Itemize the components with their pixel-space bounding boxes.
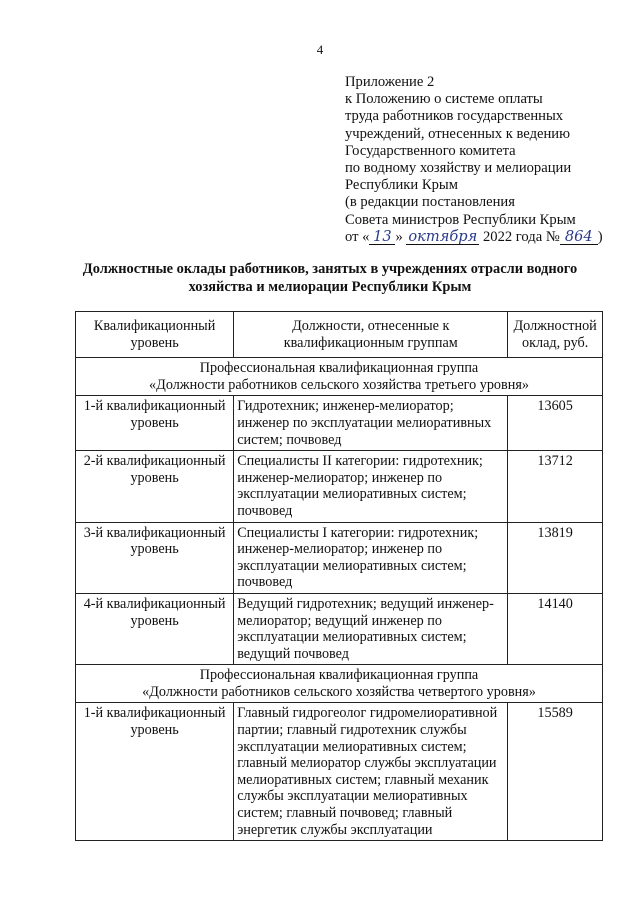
page-number: 4 [316, 42, 324, 57]
decree-mid: » [395, 228, 403, 245]
header-positions: Должности, отнесенные к квалификационным группам [234, 312, 508, 358]
group-title [76, 358, 603, 396]
group-title [76, 665, 603, 703]
title-line: хозяйства и мелиорации Республики Крым [188, 279, 472, 295]
appendix-line: Приложение 2 [345, 74, 435, 90]
level-cell: 1-й квалификационный уровень [76, 703, 234, 841]
decree-prefix: от « [345, 228, 370, 245]
level-cell: 2-й квалификационный уровень [76, 451, 234, 522]
group-title-line: Профессиональная квалификационная группа [199, 667, 479, 684]
salary-cell: 13712 [508, 451, 603, 522]
salary-cell: 14140 [508, 593, 603, 664]
table-row [76, 451, 603, 522]
salary-cell: 13605 [508, 396, 603, 451]
positions-cell: Специалисты II категории: гидротехник; инженер-мелиоратор; инженер по эксплуатации мелиоративных систем; почвовед [234, 451, 508, 522]
appendix-line: труда работников государственных [345, 108, 564, 125]
level-cell: 4-й квалификационный уровень [76, 593, 234, 664]
table-header-row [76, 312, 603, 358]
salary-table [75, 311, 603, 841]
salary-cell: 13819 [508, 522, 603, 593]
handwritten-day: 13 [369, 229, 395, 245]
positions-cell: Гидротехник; инженер-мелиоратор; инженер по эксплуатации мелиоративных систем; почвовед [234, 396, 508, 451]
level-cell: 1-й квалификационный уровень [76, 396, 234, 451]
table-row [76, 593, 603, 664]
level-cell: 3-й квалификационный уровень [76, 522, 234, 593]
appendix-line: по водному хозяйству и мелиорации [345, 160, 572, 177]
title-line: Должностные оклады работников, занятых в учреждениях отрасли водного [82, 261, 578, 277]
positions-cell: Главный гидрогеолог гидромелиоративной партии; главный гидротехник службы эксплуатации мелиоративных систем; главный мелиоратор службы эксплуатации мелиоративных систем; главный механик службы эксплуатации мелиоративных систем; главный почвовед; главный энергетик службы эксплуатации [234, 703, 508, 841]
decree-year: 2022 года № [482, 228, 560, 245]
group-title-line: «Должности работников сельского хозяйства третьего уровня» [149, 376, 529, 393]
salary-cell: 15589 [508, 703, 603, 841]
appendix-header [345, 74, 635, 246]
group-header-row [76, 665, 603, 703]
positions-cell: Ведущий гидротехник; ведущий инженер-мелиоратор; ведущий инженер по эксплуатации мелиоративных систем; ведущий почвовед [234, 593, 508, 664]
document-title [70, 260, 590, 296]
appendix-line: учреждений, отнесенных к ведению [345, 125, 571, 142]
header-salary: Должностной оклад, руб. [508, 312, 603, 358]
handwritten-number: 864 [560, 229, 598, 245]
appendix-line: (в редакции постановления [345, 194, 515, 211]
header-level: Квалификационный уровень [76, 312, 234, 358]
group-title-line: Профессиональная квалификационная группа [199, 360, 479, 377]
group-title-line: «Должности работников сельского хозяйства четвертого уровня» [142, 683, 536, 700]
table-row [76, 396, 603, 451]
appendix-line: Государственного комитета [345, 142, 516, 159]
positions-cell: Специалисты I категории: гидротехник; инженер-мелиоратор; инженер по эксплуатации мелиоративных систем; почвовед [234, 522, 508, 593]
table-row [76, 703, 603, 841]
appendix-line: Совета министров Республики Крым [345, 211, 576, 228]
decree-suffix: ) [597, 228, 603, 245]
table-row [76, 522, 603, 593]
handwritten-month: октября [408, 227, 478, 245]
decree-date-line [345, 229, 635, 246]
appendix-line: к Положению о системе оплаты [345, 91, 543, 108]
appendix-line: Республики Крым [345, 177, 458, 194]
group-header-row [76, 358, 603, 396]
